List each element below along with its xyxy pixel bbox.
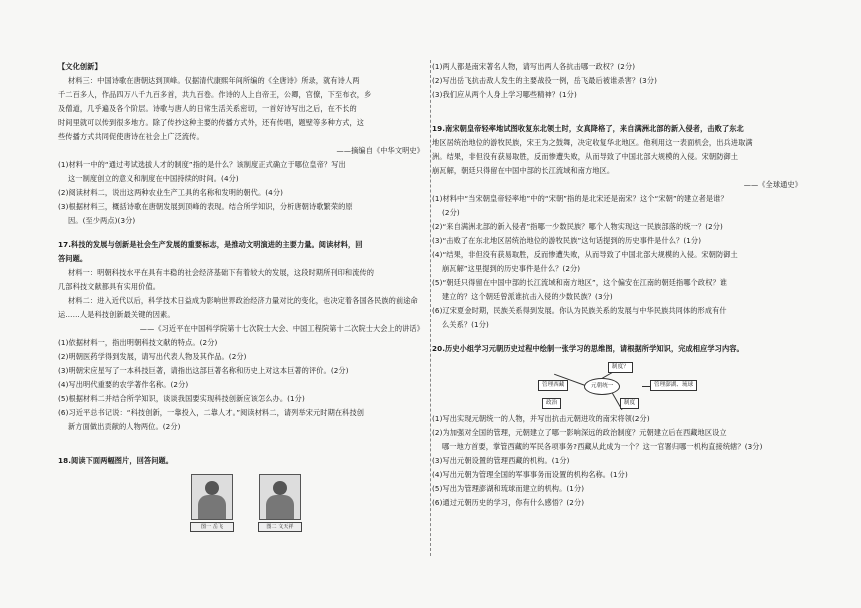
- source-citation: ——《习近平在中国科学院第十七次院士大会、中国工程院第十二次院士大会上的讲话》: [139, 324, 424, 333]
- question-stem: 答问题。: [58, 254, 88, 263]
- question-item: 么关系？(1分): [442, 320, 489, 329]
- portrait-pair: [190, 474, 430, 532]
- question-item: 新方面做出贡献的人物两位。(2分): [68, 422, 181, 431]
- question-item: (2)写出岳飞抗击敌人发生的主要战役一例，岳飞最后被谁杀害？(3分): [432, 76, 658, 85]
- text-line: 材料三：中国诗歌在唐朝达到顶峰。仅据清代康熙年间所编的《全唐诗》所录，就有诗人两: [68, 76, 360, 85]
- portrait-wen-tianxiang: [258, 474, 302, 532]
- text-line: 及僧道，几乎遍及各个阶层。诗歌与唐人的日常生活关系密切，一首好诗写出之后，在不长的: [58, 104, 357, 113]
- source-citation: ——摘编自《中华文明史》: [336, 146, 424, 155]
- question-item: (1)两人都是南宋著名人物，请写出两人各抗击哪一政权？(2分): [432, 62, 636, 71]
- question-item: (2)为加强对全国的管理，元朝建立了哪一影响深远的政治制度？元朝建立后在西藏地区设立: [432, 428, 727, 437]
- question-stem: 17.科技的发展与创新是社会生产发展的重要标志，是推动文明演进的主要力量。阅读材料，回: [58, 240, 363, 249]
- question-item: (2分): [442, 208, 460, 217]
- question-item: (5)根据材料二并结合所学知识，谈谈我国要实现科技创新应该怎么办。(1分): [58, 394, 305, 403]
- left-column: [58, 60, 430, 532]
- question-stem: 20.历史小组学习元朝历史过程中绘制一张学习的思维图，请根据所学知识，完成相应学习内容。: [432, 344, 744, 353]
- question-item: (4)写出元朝为管理全国的军事事务而设置的机构名称。(1分): [432, 470, 628, 479]
- portrait-caption: 图二 文天祥: [258, 522, 302, 532]
- question-item: (6)习近平总书记说：“科技创新，一靠投入，二靠人才。”阅读材料二，请列举宋元时期在科技创: [58, 408, 365, 417]
- mind-map-node: 管理澎湖、琉球: [650, 380, 697, 391]
- material-text: 运……人是科技创新最关键的因素。: [58, 310, 175, 319]
- mind-map-node: 制度？: [608, 362, 633, 373]
- question-item: (2)“来自满洲北部的新入侵者”指哪一少数民族？哪个人物实现这一民族部落的统一？(2分): [432, 222, 723, 231]
- mind-map: [432, 360, 808, 412]
- q16-questions: [58, 158, 430, 228]
- q19: [432, 122, 808, 332]
- q18-questions: [432, 60, 808, 102]
- question-item: (4)“结果，非但没有获易取胜，反而惨遭失败，从而导致了中国北部大规模的入侵。宋朝防御土: [432, 250, 738, 259]
- question-item: (1)材料中“当宋朝皇帝轻率地”中的“宋朝”指的是北宋还是南宋？这个“宋朝”的建立者是谁？: [432, 194, 728, 203]
- material-text: 几部科技文献都具有实用价值。: [58, 282, 161, 291]
- question-item: (3)根据材料三，概括诗歌在唐朝发展到顶峰的表现。结合所学知识，分析唐朝诗歌繁荣的原: [58, 202, 353, 211]
- question-item: (3)写出元朝设置的管理西藏的机构。(1分): [432, 456, 570, 465]
- section-title: 【文化创新】: [58, 62, 102, 71]
- mind-map-node: 制度: [620, 398, 639, 409]
- text-line: 些传播方式共同促使唐诗在社会上广泛流传。: [58, 132, 204, 141]
- material-text: 地区居统治地位的游牧民族，宋王为之鼓舞，决定收复华北地区。他利用这一表面机会，出兵进取满: [432, 138, 753, 147]
- question-item: 因。(至少两点)(3分): [68, 216, 136, 225]
- portrait-image: [259, 474, 301, 520]
- question-item: 崩瓦解”这里提到的历史事件是什么？(2分): [442, 264, 581, 273]
- q16-material-3: [58, 74, 430, 158]
- question-item: (6)通过元朝历史的学习，你有什么感悟？(2分): [432, 498, 585, 507]
- question-item: 哪一地方首要，掌管西藏的军民各项事务?西藏从此成为一个？这一官署归哪一机构直接统辖？(3分): [442, 442, 763, 451]
- mind-map-center: 元朝统一: [584, 378, 620, 395]
- material-text: 材料二：进入近代以后，科学技术日益成为影响世界政治经济力量对比的变化，也决定着各国各民族的前途命: [68, 296, 418, 305]
- question-item: (5)写出为管理澎湖和琉球而建立的机构。(1分): [432, 484, 585, 493]
- question-stem: 19.南宋朝皇帝轻率地试图收复东北领土时，女真降格了，来自满洲北部的新入侵者，击败了东北: [432, 124, 744, 133]
- source-citation: ——《全球通史》: [743, 180, 802, 189]
- question-item: (4)写出明代重要的农学著作名称。(2分): [58, 380, 189, 389]
- question-item: (1)写出实现元朝统一的人物，并写出抗击元朝进攻的南宋将领(2分): [432, 414, 650, 423]
- q17: [58, 238, 430, 434]
- portrait-yue-fei: [190, 474, 234, 532]
- q20: [432, 342, 808, 510]
- question-item: (2)阅读材料二，说出这两种农业生产工具的名称和发明的朝代。(4分): [58, 188, 284, 197]
- text-line: 时间里就可以传到很多地方。除了传抄这种主要的传播方式外，还有传唱，题壁等多种方式，这: [58, 118, 365, 127]
- mind-map-node: 政治: [542, 398, 561, 409]
- question-item: (1)依据材料一，指出明朝科技文献的特点。(2分): [58, 338, 218, 347]
- question-item: 建立的？这个朝廷曾派谁抗击入侵的少数民族？(3分): [442, 292, 613, 301]
- portrait-caption: 图一 岳飞: [190, 522, 234, 532]
- question-item: (3)我们应从两个人身上学习哪些精神？(1分): [432, 90, 577, 99]
- question-item: (3)“击败了在东北地区居统治地位的游牧民族”这句话提到的历史事件是什么？(1分): [432, 236, 702, 245]
- question-item: (3)明朝宋应星写了一本科技巨著，请指出这部巨著名称和历史上对这本巨著的评价。(2分): [58, 366, 349, 375]
- mind-map-node: 管理西藏: [538, 380, 568, 391]
- question-stem: 18.阅读下面两幅图片，回答问题。: [58, 456, 174, 465]
- material-text: 洲。结果，非但没有获易取胜，反而惨遭失败，从而导致了中国北部大规模的入侵。宋朝防御土: [432, 152, 739, 161]
- material-text: 崩瓦解，朝廷只得留在中国中部的长江流域和南方地区。: [432, 166, 615, 175]
- material-text: 材料一：明朝科技水平在具有丰稳的社会经济基础下有着较大的发展，这段时期所刊印和流传的: [68, 268, 375, 277]
- portrait-image: [191, 474, 233, 520]
- question-item: (6)辽宋夏金时期，民族关系得到发展。你认为民族关系的发展与中华民族共同体的形成有什: [432, 306, 727, 315]
- question-item: (2)明朝医药学得到发展，请写出代表人物及其作品。(2分): [58, 352, 247, 361]
- question-item: (5)“朝廷只得留在中国中部的长江流域和南方地区”，这个偏安在江南的朝廷指哪个政权？谁: [432, 278, 728, 287]
- question-item: 这一制度创立的意义和制度在中国持续的时间。(4分): [68, 174, 239, 183]
- text-line: 千二百多人，作品四万八千九百多首，共九百卷。作诗的人上自帝王，公卿，官僚，下至布衣，乡: [58, 90, 372, 99]
- q18: [58, 454, 430, 532]
- question-item: (1)材料一中的“通过考试选拔人才的制度”指的是什么？该制度正式确立于哪位皇帝？写出: [58, 160, 346, 169]
- right-column: [432, 60, 808, 510]
